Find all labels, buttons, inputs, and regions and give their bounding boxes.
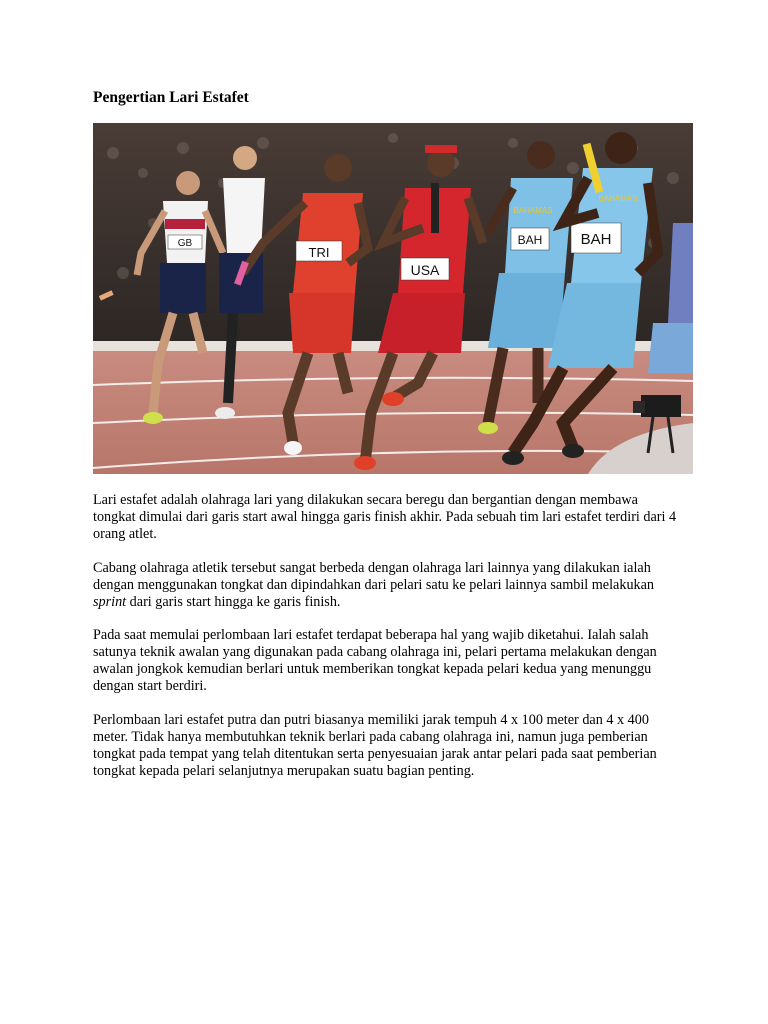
paragraph-4: Perlombaan lari estafet putra dan putri biasanya memiliki jarak tempuh 4 x 100 meter dan 4 x 400 meter. Tidak hanya membutuhkan teknik berlari pada cabang olahraga ini, namun juga pemberian tongkat pada tempat yang telah ditentukan serta penyesuaian jarak antar pelari pada saat pemberian tongkat kepada pelari selanjutnya merupakan suatu bagian penting. xyxy=(93,712,657,779)
article-body xyxy=(93,492,683,797)
bib-tri: TRI xyxy=(308,245,330,260)
bib-gb: GB xyxy=(177,238,193,249)
jersey-bahamas-back: BAHAMAS xyxy=(513,206,553,215)
bib-usa: USA xyxy=(410,262,440,278)
paragraph-2-text-after: dari garis start hingga ke garis finish. xyxy=(126,593,341,610)
relay-race-photo xyxy=(93,123,693,474)
paragraph-2-text-before: Cabang olahraga atletik tersebut sangat berbeda dengan olahraga lari lainnya yang dilakukan ialah dengan menggunakan tongkat dan dipindahkan dari pelari satu ke pelari lainnya sambil melakukan xyxy=(93,559,655,593)
paragraph-1: Lari estafet adalah olahraga lari yang dilakukan secara beregu dan bergantian dengan membawa tongkat dimulai dari garis start awal hingga garis finish akhir. Pada sebuah tim lari estafet terdiri dari 4 orang atlet. xyxy=(93,492,677,542)
page-title: Pengertian Lari Estafet xyxy=(93,89,249,106)
paragraph-2 xyxy=(93,560,683,611)
jersey-bahamas-front: BAHAMAS xyxy=(598,194,638,203)
paragraph-2-emphasis: sprint xyxy=(93,593,127,610)
bib-bah-back: BAH xyxy=(517,233,543,247)
bib-bah-front: BAH xyxy=(580,231,612,248)
paragraph-3: Pada saat memulai perlombaan lari estafet terdapat beberapa hal yang wajib diketahui. Ialah salah satunya teknik awalan yang digunakan pada cabang olahraga ini, pelari pertama melakukan dengan awalan jongkok kemudian berlari untuk memberikan tongkat kepada pelari kedua yang menunggu dengan start berdiri. xyxy=(93,627,657,695)
document-page xyxy=(93,88,677,779)
